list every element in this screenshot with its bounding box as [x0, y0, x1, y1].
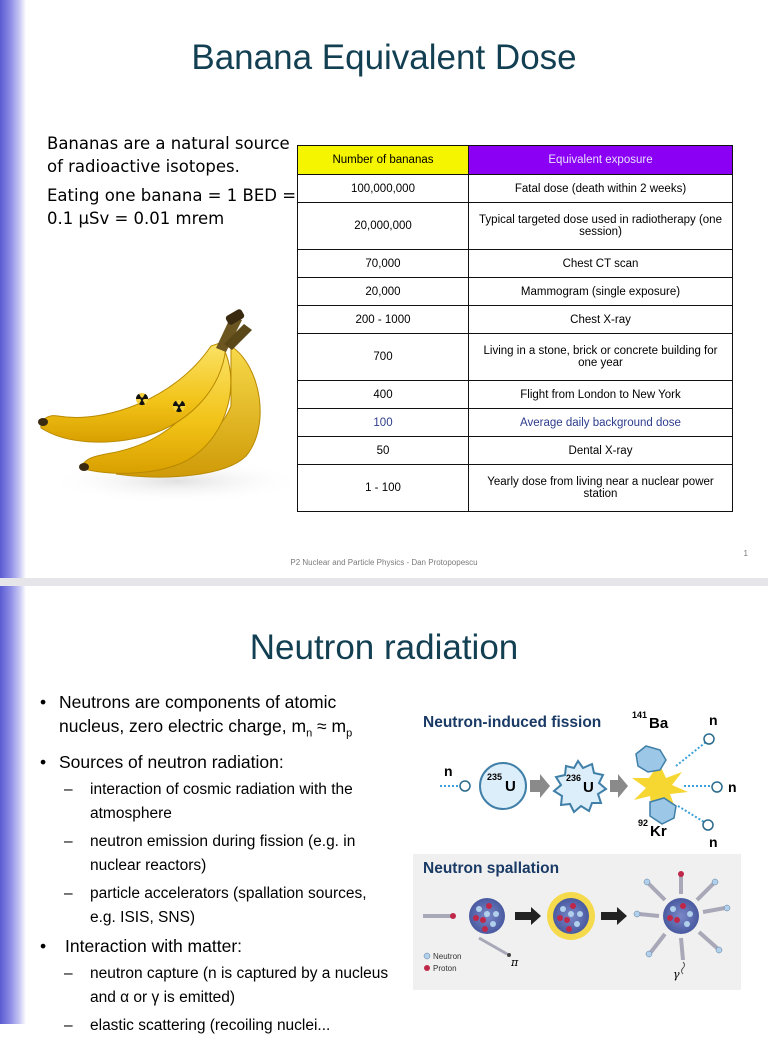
arrow-icon	[530, 774, 550, 798]
neutron-icon	[703, 820, 713, 830]
sub-bullet-text: interaction of cosmic radiation with the atmosphere	[90, 780, 353, 822]
neutron-icon	[460, 781, 470, 791]
neutron-legend-icon	[424, 953, 430, 959]
svg-text:γ: γ	[673, 968, 680, 981]
table-row	[298, 250, 733, 278]
sub-bullet-text: particle accelerators (spallation sources, e.g. ISIS, SNS)	[90, 884, 367, 926]
cell-exposure: Chest CT scan	[469, 250, 733, 278]
svg-text:141: 141	[632, 710, 648, 720]
slide-title: Neutron radiation	[249, 628, 519, 667]
svg-text:U: U	[505, 778, 516, 795]
table-header-row	[298, 146, 733, 175]
sub-bullet-item: – particle accelerators (spallation sources, e.g. ISIS, SNS)	[64, 884, 367, 926]
cell-bananas: 100	[298, 409, 469, 437]
table-row	[298, 306, 733, 334]
spallation-title: Neutron spallation	[423, 860, 560, 877]
nucleus-icon	[553, 898, 589, 934]
uranium-235-nucleus	[480, 763, 526, 809]
neutron-icon	[712, 782, 722, 792]
radiation-symbol-icon	[173, 400, 185, 412]
cell-bananas: 100,000,000	[298, 175, 469, 203]
svg-text:n: n	[728, 779, 737, 795]
svg-text:236: 236	[566, 773, 582, 783]
banana-image	[26, 286, 310, 548]
table-row	[298, 381, 733, 409]
slide-separator	[0, 578, 768, 586]
page-number: 1	[743, 549, 748, 558]
sub-bullet-text: elastic scattering (recoiling nuclei...	[90, 1016, 331, 1034]
proton-legend-icon	[424, 965, 430, 971]
cell-exposure: Fatal dose (death within 2 weeks)	[469, 175, 733, 203]
table-row	[298, 409, 733, 437]
slide-title: Banana Equivalent Dose	[191, 38, 577, 77]
sub-bullet-text: neutron capture (n is captured by a nucleus and α or γ is emitted)	[90, 964, 389, 1006]
svg-text:Neutron: Neutron	[433, 952, 462, 961]
intro-line-1: Bananas are a natural source of radioactive isotopes.	[47, 134, 290, 176]
cell-exposure: Chest X-ray	[469, 306, 733, 334]
intro-text	[47, 132, 297, 236]
svg-text:Proton: Proton	[433, 964, 457, 973]
table-row	[298, 278, 733, 306]
cell-bananas: 700	[298, 334, 469, 381]
uranium-236-nucleus	[554, 761, 606, 812]
cell-bananas: 400	[298, 381, 469, 409]
subscript-p: p	[346, 727, 353, 740]
fission-title: Neutron-induced fission	[423, 714, 602, 731]
neutron-icon	[704, 734, 714, 744]
bullet-list	[40, 690, 390, 1042]
table-row	[298, 465, 733, 512]
slide-footer: P2 Nuclear and Particle Physics - Dan Protopopescu	[290, 558, 478, 567]
cell-exposure: Dental X-ray	[469, 437, 733, 465]
cell-bananas: 200 - 1000	[298, 306, 469, 334]
svg-text:U: U	[583, 779, 594, 796]
arrow-icon	[601, 907, 627, 925]
bullet-text: Neutrons are components of atomic nucleus, zero electric charge, m	[59, 692, 337, 736]
neutron-fission-diagram	[414, 708, 744, 858]
subscript-n: n	[306, 727, 313, 740]
cell-exposure: Typical targeted dose used in radiotherapy (one session)	[469, 203, 733, 250]
cell-exposure: Mammogram (single exposure)	[469, 278, 733, 306]
slide-neutron-radiation	[0, 586, 768, 1034]
arrow-icon	[515, 907, 541, 925]
cell-exposure: Living in a stone, brick or concrete building for one year	[469, 334, 733, 381]
header-equivalent-exposure: Equivalent exposure	[469, 146, 733, 175]
table-row	[298, 334, 733, 381]
nucleus-icon	[469, 898, 505, 934]
sub-bullet-item: – neutron capture (n is captured by a nucleus and α or γ is emitted)	[64, 964, 389, 1006]
barium-fragment	[636, 746, 666, 772]
cell-exposure: Yearly dose from living near a nuclear power station	[469, 465, 733, 512]
sub-bullet-item: – neutron emission during fission (e.g. in nuclear reactors)	[64, 832, 356, 874]
bullet-item	[40, 690, 390, 746]
svg-text:π: π	[511, 956, 519, 969]
cell-bananas: 70,000	[298, 250, 469, 278]
cell-bananas: 1 - 100	[298, 465, 469, 512]
svg-text:n: n	[709, 834, 718, 850]
arrow-icon	[610, 774, 628, 798]
slide-left-accent-bar	[0, 0, 26, 578]
radiation-symbol-icon	[136, 393, 148, 405]
nucleus-icon	[663, 898, 699, 934]
svg-text:n: n	[709, 712, 718, 728]
cell-bananas: 20,000,000	[298, 203, 469, 250]
svg-text:Kr: Kr	[650, 823, 667, 840]
cell-bananas: 50	[298, 437, 469, 465]
svg-text:Ba: Ba	[649, 715, 669, 732]
cell-exposure: Flight from London to New York	[469, 381, 733, 409]
sub-bullet-item: – interaction of cosmic radiation with the atmosphere	[64, 780, 353, 822]
svg-text:92: 92	[638, 818, 649, 828]
neutron-spallation-diagram	[413, 854, 741, 990]
bullet-item: • Sources of neutron radiation:	[40, 750, 390, 774]
header-number-of-bananas: Number of bananas	[298, 146, 469, 175]
cell-exposure: Average daily background dose	[469, 409, 733, 437]
table-row	[298, 175, 733, 203]
sub-bullet-text: neutron emission during fission (e.g. in nuclear reactors)	[90, 832, 356, 874]
neutron-label: n	[444, 763, 453, 779]
table-row	[298, 437, 733, 465]
approx-text: ≈ m	[312, 716, 347, 736]
table-row	[298, 203, 733, 250]
cell-bananas: 20,000	[298, 278, 469, 306]
sub-bullet-item: – elastic scattering (recoiling nuclei...	[64, 1016, 331, 1034]
svg-text:235: 235	[487, 772, 503, 782]
intro-line-2: Eating one banana = 1 BED = 0.1 μSv = 0.01 mrem	[47, 186, 297, 228]
banana-dose-table	[297, 145, 733, 512]
bullet-item: • Interaction with matter:	[40, 934, 390, 958]
